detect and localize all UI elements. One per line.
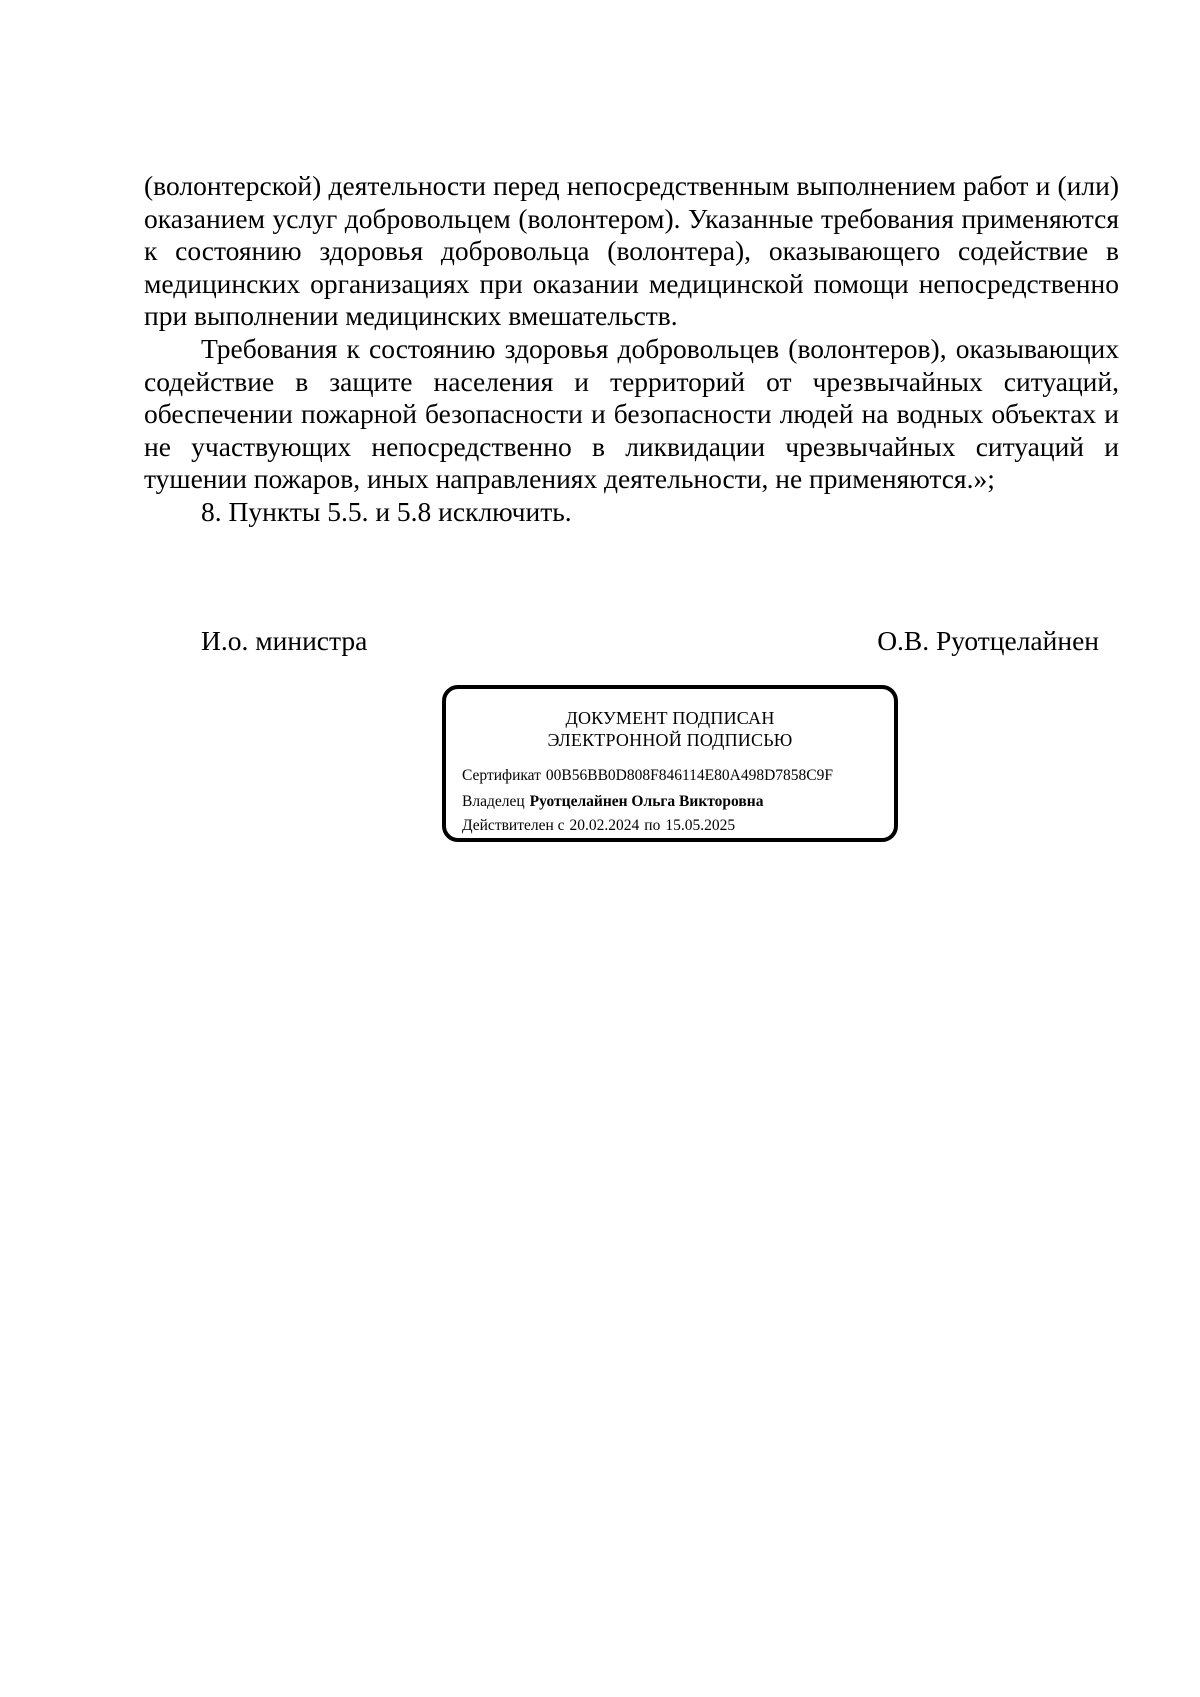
- stamp-certificate-line: [462, 766, 833, 785]
- signer-name: О.В. Руотцелайнен: [877, 625, 1099, 656]
- valid-from-date: 20.02.2024: [569, 817, 640, 834]
- electronic-signature-stamp: [442, 685, 898, 842]
- paragraph-2: Требования к состоянию здоровья добровольцев (волонтеров), оказывающих содействие в защите населения и территорий от чрезвычайных ситуаций, обеспечении пожарной безопасности и безопасности людей на водных объектах и не участвующих непосредственно в ликвидации чрезвычайных ситуаций и тушении пожаров, иных направлениях деятельности, не применяются.»;: [144, 332, 1119, 495]
- certificate-value: 00B56BB0D808F846114E80A498D7858C9F: [545, 767, 833, 784]
- owner-value: Руотцелайнен Ольга Викторовна: [529, 793, 764, 810]
- signature-block: [201, 624, 1099, 658]
- owner-label: Владелец: [462, 793, 525, 810]
- signer-position: И.о. министра: [201, 625, 368, 656]
- paragraph-3: 8. Пункты 5.5. и 5.8 исключить.: [201, 495, 572, 527]
- stamp-owner-line: [462, 792, 763, 811]
- stamp-title-line-2: ЭЛЕКТРОННОЙ ПОДПИСЬЮ: [547, 730, 793, 750]
- valid-to-label: по: [644, 817, 661, 834]
- certificate-label: Сертификат: [462, 767, 541, 784]
- valid-to-date: 15.05.2025: [665, 817, 736, 834]
- paragraph-1: (волонтерской) деятельности перед непосредственным выполнением работ и (или) оказанием услуг добровольцем (волонтером). Указанные требования применяются к состоянию здоровья добровольца (волонтера), оказывающего содействие в медицинских организациях при оказании медицинской помощи непосредственно при выполнении медицинских вмешательств.: [144, 170, 1119, 332]
- document-body: [144, 170, 1119, 529]
- stamp-title: [446, 707, 894, 751]
- stamp-title-line-1: ДОКУМЕНТ ПОДПИСАН: [565, 708, 775, 728]
- valid-label: Действителен с: [462, 817, 565, 834]
- stamp-validity-line: [462, 816, 735, 835]
